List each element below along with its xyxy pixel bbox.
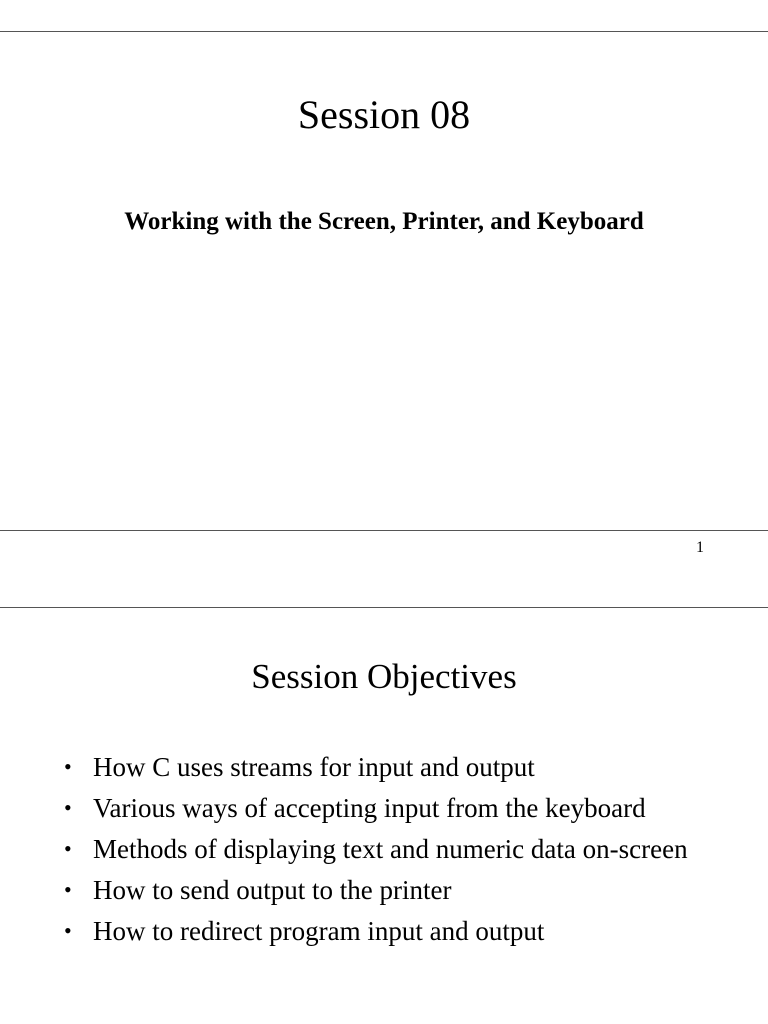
slide1-subtitle: Working with the Screen, Printer, and Keyboard [124,208,644,235]
objective-item: • Methods of displaying text and numeric data on-screen [0,830,768,868]
slide1-title: Session 08 [297,92,471,137]
objective-item: • Various ways of accepting input from the keyboard [0,789,768,827]
objective-item: • How to send output to the printer [0,871,768,909]
slide2-title: Session Objectives [251,657,517,696]
objective-item: • How to redirect program input and output [0,912,768,950]
slide1-top-rule [0,31,768,32]
objectives-list [0,748,768,953]
slide1-bottom-rule [0,530,768,531]
page-number: 1 [696,539,704,556]
objective-item: • How C uses streams for input and output [0,748,768,786]
slide2-top-rule [0,607,768,608]
